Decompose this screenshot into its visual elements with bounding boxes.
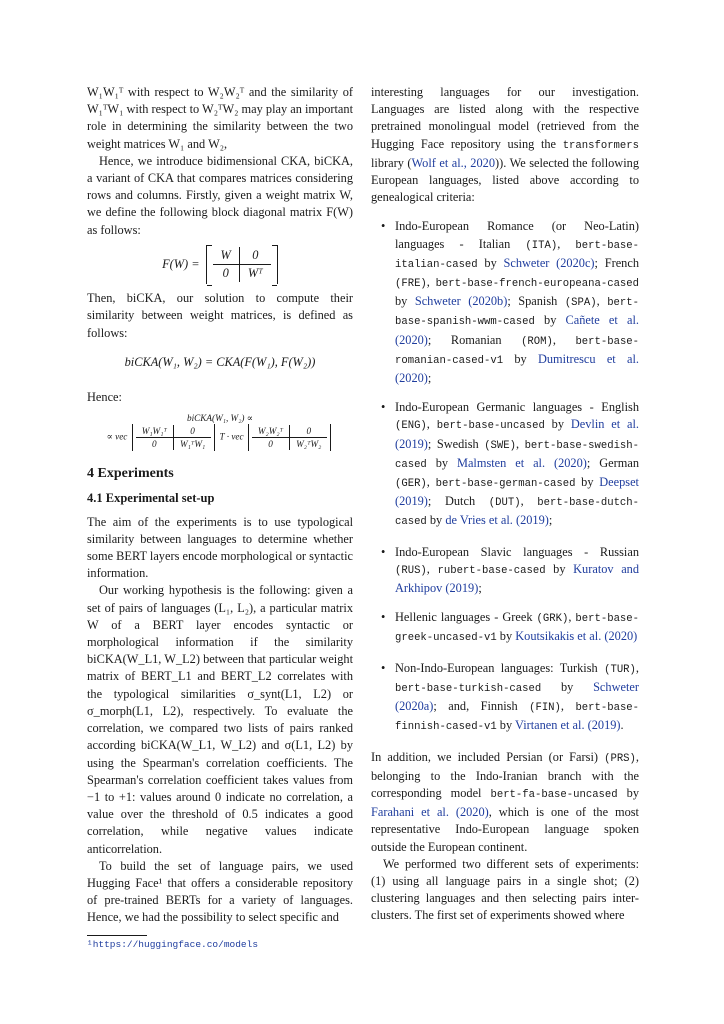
model-name: bert-base-italian-cased xyxy=(395,239,639,271)
citation-link[interactable]: de Vries et al. (2019) xyxy=(445,513,549,528)
equation-middle: T · vec xyxy=(219,431,244,442)
citation-link[interactable]: Schweter (2020a) xyxy=(395,679,639,714)
model-name: bert-base-finnish-cased-v1 xyxy=(395,702,640,734)
list-item: • Non-Indo-European languages: Turkish (TUR), bert-base-turkish-cased by Schweter (2020a); and, Finnish (FIN), bert-base-finnish-cased-v1 by Virtanen et al. (2019). xyxy=(371,660,639,737)
citation-link[interactable]: Schweter (2020b) xyxy=(414,294,508,309)
model-name: bert-base-german-cased xyxy=(435,478,576,491)
citation-link[interactable]: Malmsten et al. (2020) xyxy=(456,455,587,470)
equation-f-w xyxy=(87,245,353,284)
right-column xyxy=(371,84,639,925)
model-name: bert-base-greek-uncased-v1 xyxy=(395,613,639,645)
equation-proportional xyxy=(87,412,353,451)
list-item: • Indo-European Slavic languages - Russian (RUS), rubert-base-cased by Kuratov and Arkhipov (2019); xyxy=(371,544,639,598)
matrix-cell: Wᵀ xyxy=(247,266,263,281)
model-name: bert-base-turkish-cased xyxy=(395,682,542,695)
model-name: bert-base-swedish-cased xyxy=(395,439,640,471)
footnote[interactable]: ¹https://huggingface.co/models xyxy=(87,938,259,950)
footnote-rule xyxy=(87,935,147,936)
matrix-cell: 0 xyxy=(240,247,271,265)
matrix-cell: W₁W₁ᵀ xyxy=(136,425,174,438)
paragraph: Our working hypothesis is the following: given a set of pairs of languages (L₁, L₂), a particular matrix W of a BERT layer encodes syntactic or morphological information if the similarity biCKA(W_L1, W_L2) between that particular weight matrix of BERT_L1 and BERT_L2 correlates with the typological similarities σ_synt(L1, L2) or σ_morph(L1, L2), respectively. To evaluate the correlation, we compared two lists of pairs ranked according biCKA(W_L1, W_L2) and σ(L1, L2) by using the Spearman's correlation coefficients. The Spearman's correlation coefficient takes values from −1 to +1: values around 0 indicate no correlation, a value over the threshold of 0.5 indicates a good correlation, while negative values indicate anticorrelation. xyxy=(87,583,353,856)
paragraph: W₁W₁ᵀ with respect to W₂W₂ᵀ and the similarity of W₁ᵀW₁ with respect to W₂ᵀW₂ may play an important role in determining the similarity between the two weight matrices W₁ and W₂, xyxy=(87,85,353,151)
equation-prefix: ∝ vec xyxy=(106,431,128,442)
equation-top: biCKA(W₁, W₂) ∝ xyxy=(187,413,253,424)
model-name: bert-base-uncased xyxy=(436,420,545,433)
equation-lhs: F(W) = xyxy=(162,256,200,271)
citation-link[interactable]: Koutsikakis et al. (2020) xyxy=(515,629,638,644)
matrix-cell: W₂W₂ᵀ xyxy=(252,425,290,438)
model-name: bert-base-dutch-cased xyxy=(395,497,639,529)
model-name: bert-base-romanian-cased-v1 xyxy=(395,335,640,367)
block-matrix-2 xyxy=(248,424,332,451)
citation-link[interactable]: Devlin et al. (2019) xyxy=(395,417,640,451)
model-name: rubert-base-cased xyxy=(437,564,546,577)
section-heading: 4 Experiments xyxy=(87,466,174,482)
list-item: • Hellenic languages - Greek (GRK), bert-base-greek-uncased-v1 by Koutsikakis et al. (2020) xyxy=(371,609,639,647)
left-column xyxy=(87,84,353,952)
model-name: bert-base-french-europeana-cased xyxy=(435,278,639,291)
citation-link[interactable]: Schweter (2020c) xyxy=(503,255,595,270)
paragraph: Hence: xyxy=(87,390,122,405)
language-list xyxy=(371,218,639,736)
list-item: • Indo-European Germanic languages - English (ENG), bert-base-uncased by Devlin et al. (2019); Swedish (SWE), bert-base-swedish-cased by Malmsten et al. (2020); German (GER), bert-base-german-cased by Deepset (2019); Dutch (DUT), bert-base-dutch-cased by de Vries et al. (2019); xyxy=(371,399,639,531)
matrix-cell: 0 xyxy=(252,438,290,450)
matrix-cell: 0 xyxy=(290,425,327,438)
matrix-cell: W₁ᵀW₁ xyxy=(179,439,206,450)
citation-link[interactable]: Farahani et al. (2020) xyxy=(371,805,489,820)
list-item: • Indo-European Romance (or Neo-Latin) languages - Italian (ITA), bert-base-italian-cased by Schweter (2020c); French (FRE), bert-base-french-europeana-cased by Schweter (2020b); Spanish (SPA), bert-base-spanish-wwm-cased by Cañete et al. (2020); Romanian (ROM), bert-base-romanian-cased-v1 by Dumitrescu et al. (2020); xyxy=(371,218,639,387)
paragraph: Then, biCKA, our solution to compute their similarity between weight matrices, is defined as follows: xyxy=(87,291,353,340)
paragraph: To build the set of language pairs, we used Hugging Face¹ that offers a considerable repository of pre-trained BERTs for a variety of languages. Hence, we had the possibility to select specific and xyxy=(87,858,353,925)
citation-link[interactable]: Deepset (2019) xyxy=(395,475,639,509)
paragraph: The aim of the experiments is to use typological similarity between languages to determine whether some BERT layers encode morphological or syntactic information. xyxy=(87,514,353,581)
citation-link[interactable]: Kuratov and Arkhipov (2019) xyxy=(395,561,640,596)
matrix-cell: W xyxy=(213,247,240,265)
matrix-cell: W₂ᵀW₂ xyxy=(296,439,322,450)
block-matrix xyxy=(206,245,278,284)
matrix-cell: 0 xyxy=(174,425,211,438)
matrix-cell: 0 xyxy=(136,438,174,450)
citation-link[interactable]: Cañete et al. (2020) xyxy=(395,313,639,347)
citation-link[interactable]: Virtanen et al. (2019) xyxy=(515,718,621,733)
matrix-cell: 0 xyxy=(213,265,240,282)
citation-link[interactable]: Dumitrescu et al. (2020) xyxy=(395,351,640,386)
paragraph: interesting languages for our investigation. Languages are listed along with the respective pretrained monolingual model (retrieved from the Hugging Face repository using the transformers library (Wolf et al., 2020)). We selected the following European languages, listed above according to genealogical criteria: xyxy=(371,85,639,205)
paragraph: Hence, we introduce bidimensional CKA, biCKA, a variant of CKA that compares matrices considering rows and columns. Firstly, given a weight matrix W, we define the following block diagonal matrix F(W) as follows: xyxy=(87,153,353,237)
subsection-heading: 4.1 Experimental set-up xyxy=(87,491,215,506)
paragraph: In addition, we included Persian (or Farsi) (PRS), belonging to the Indo-Iranian branch with the corresponding model bert-fa-base-uncased by Farahani et al. (2020), which is one of the most representative Indo-European language spoken outside the European continent. xyxy=(371,749,639,854)
inline-code: transformers xyxy=(562,139,639,152)
citation-link[interactable]: Wolf et al., 2020 xyxy=(411,155,495,170)
paragraph: We performed two different sets of experiments: (1) using all language pairs in a single shot; (2) clustering languages and then selecting pairs inter-clusters. The first set of experiments showed where xyxy=(371,856,639,923)
model-name: bert-base-spanish-wwm-cased xyxy=(395,297,639,329)
equation-bicka: biCKA(W₁, W₂) = CKA(F(W₁), F(W₂)) xyxy=(124,354,316,369)
block-matrix-1 xyxy=(132,424,216,451)
model-name: bert-fa-base-uncased xyxy=(490,788,618,801)
